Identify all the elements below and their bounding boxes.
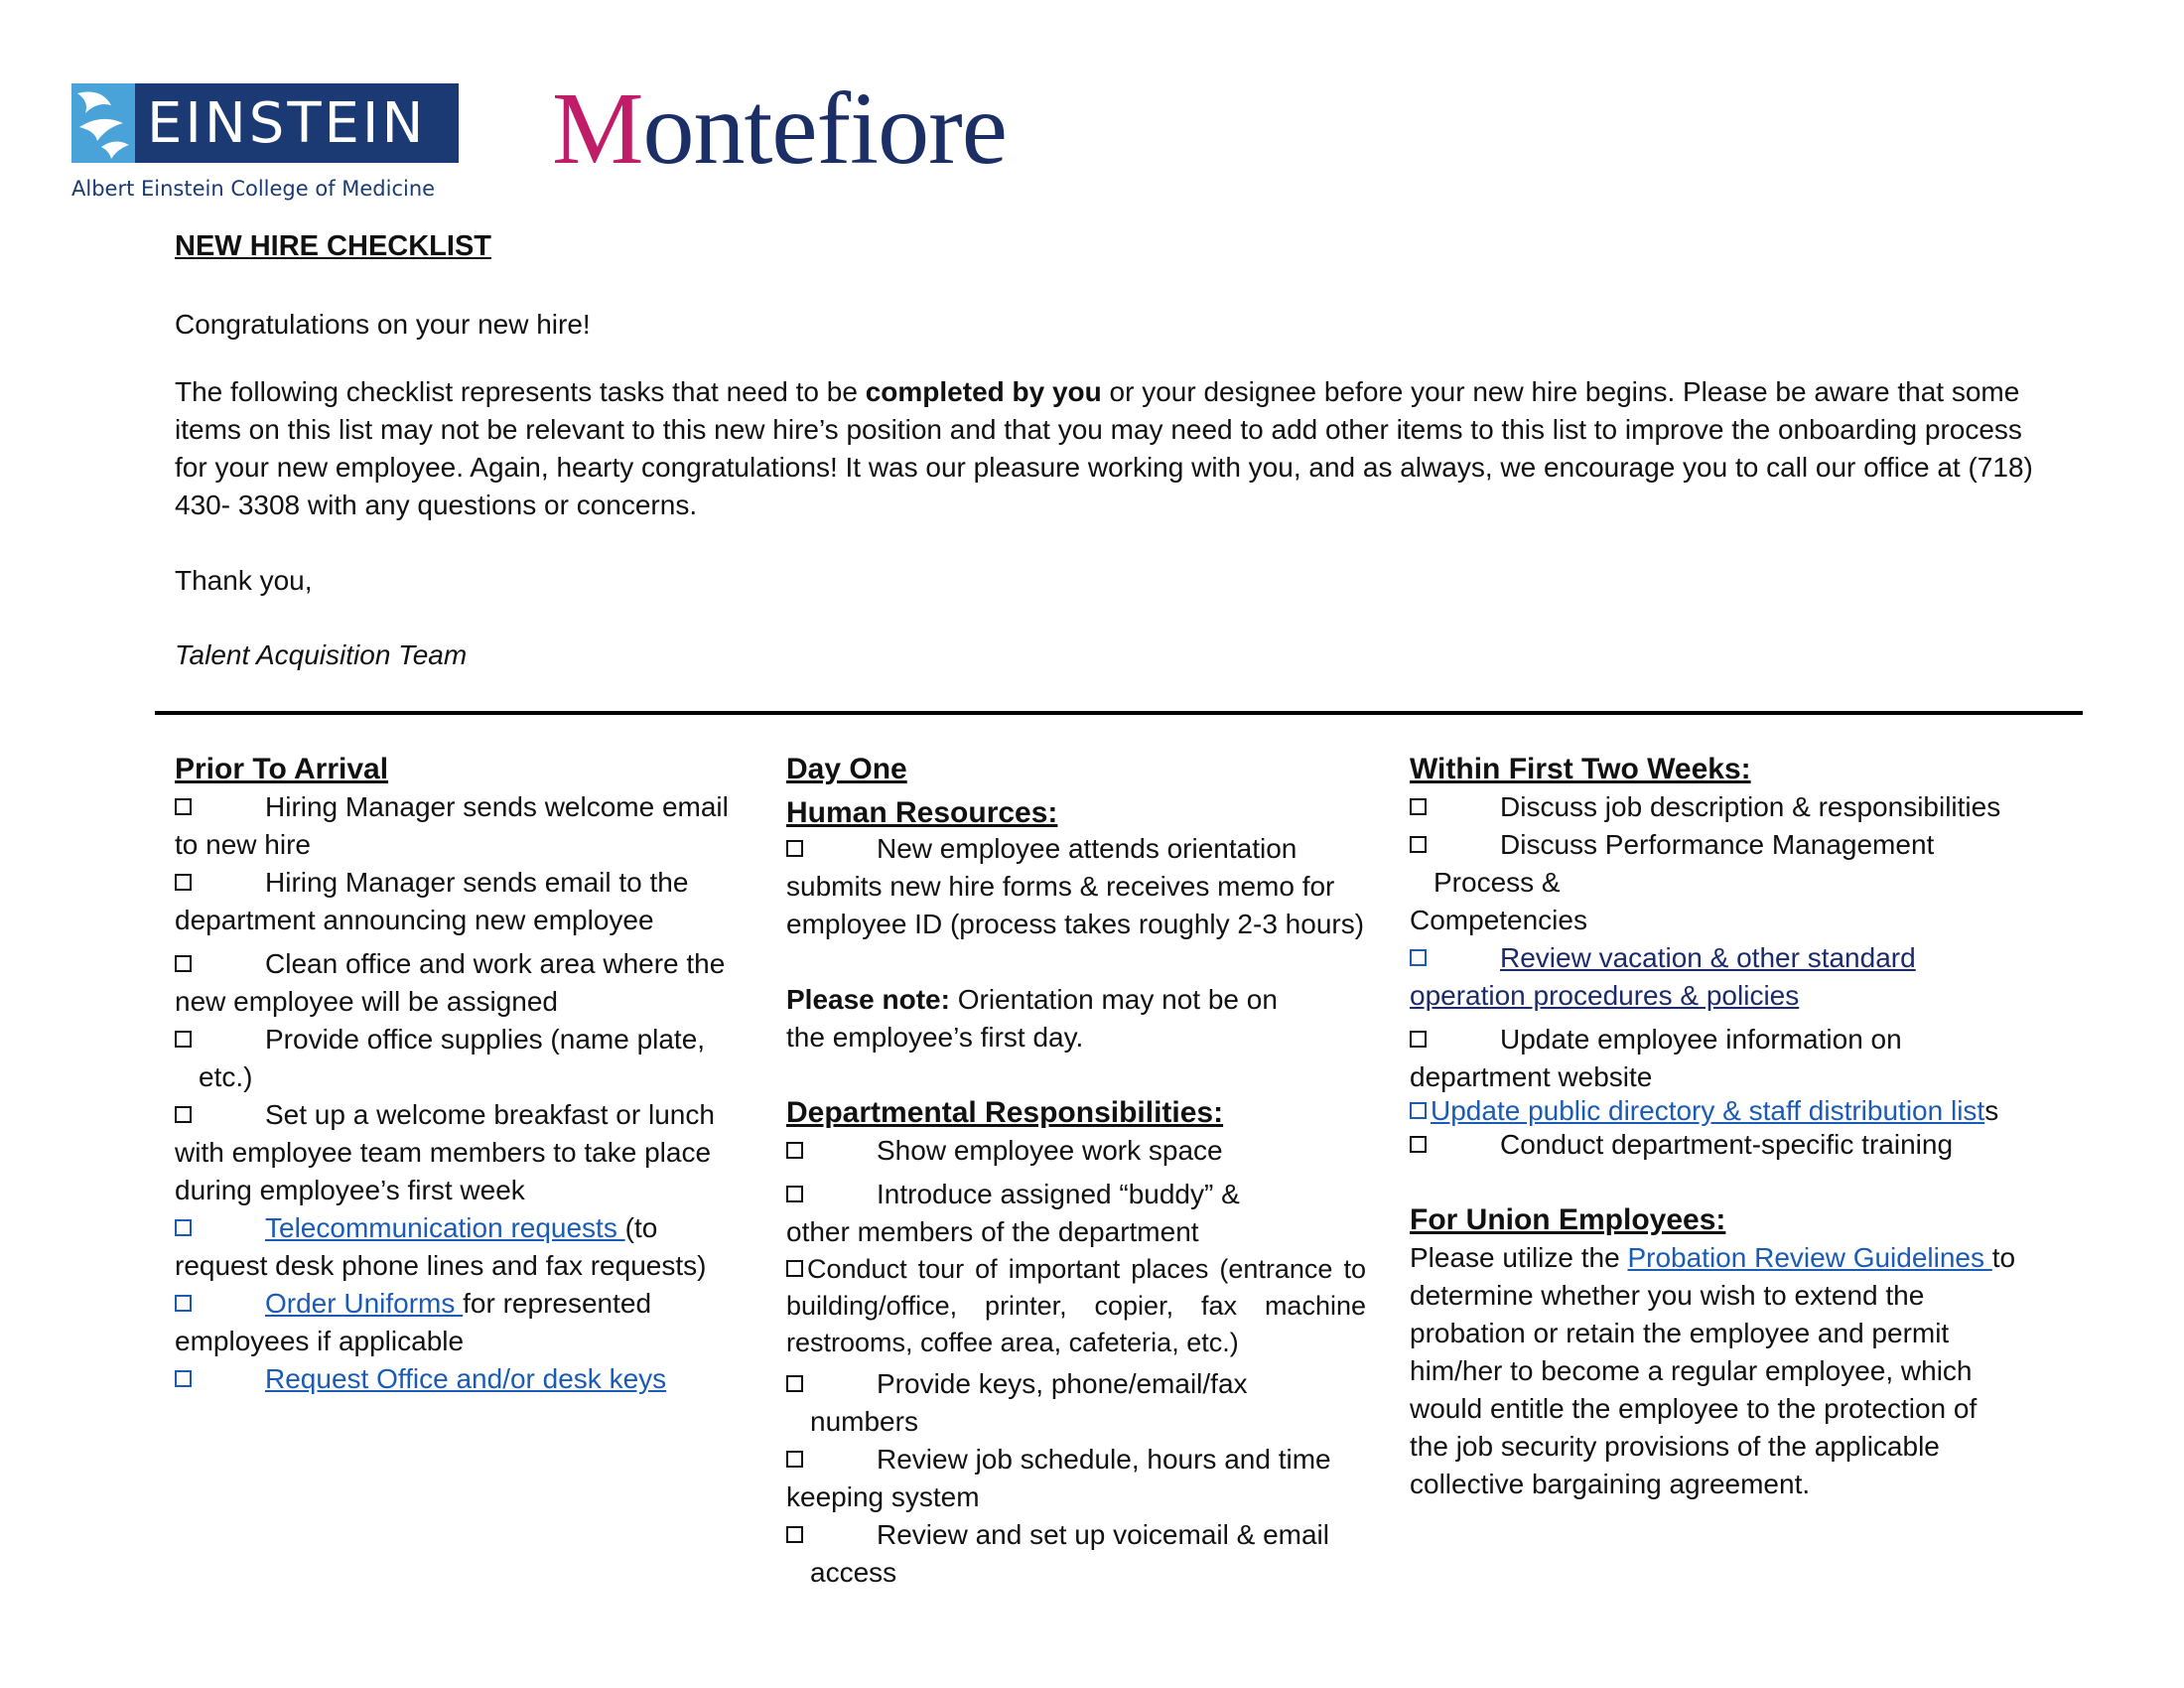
dept-item-2: Introduce assigned “buddy” & other members of the department xyxy=(786,1179,1240,1247)
checkbox[interactable] xyxy=(1410,949,1427,966)
week-item-2: Discuss Performance Management xyxy=(1410,826,2030,864)
einstein-wordmark: EINSTEIN xyxy=(147,91,427,156)
checkbox[interactable] xyxy=(1410,1031,1427,1048)
einstein-logo xyxy=(71,83,465,203)
divider xyxy=(155,711,2083,715)
intro-paragraph xyxy=(175,373,2061,524)
checkbox[interactable] xyxy=(175,1219,192,1236)
checkbox[interactable] xyxy=(175,1106,192,1123)
dept-item-4-cont: numbers xyxy=(810,1406,918,1437)
einstein-logo-box xyxy=(71,83,459,163)
two-weeks-column xyxy=(1410,751,2030,1503)
day-one-column xyxy=(786,751,1366,1592)
review-vacation-link[interactable]: Review vacation & other standard operation procedures & policies xyxy=(1410,942,1916,1011)
signature: Talent Acquisition Team xyxy=(175,639,468,670)
update-directory-link[interactable]: Update public directory & staff distribution list xyxy=(1431,1095,1985,1126)
prior-item-3: Clean office and work area where the new employee will be assigned xyxy=(175,948,726,1017)
order-uniforms-link[interactable]: Order Uniforms xyxy=(265,1288,464,1319)
dept-item-5: Review job schedule, hours and time keeping system xyxy=(786,1444,1331,1512)
prior-item-5: Set up a welcome breakfast or lunch with employee team members to take place during employee’s first week xyxy=(175,1099,715,1205)
dept-item-3: Conduct tour of important places (entrance to building/office, printer, copier, fax machine restrooms, coffee area, cafeteria, etc.) xyxy=(786,1254,1366,1357)
prior-item-4-cont: etc.) xyxy=(199,1061,253,1092)
hands-icon xyxy=(71,83,135,163)
checkbox[interactable] xyxy=(786,1142,803,1159)
prior-item-8 xyxy=(175,1360,751,1398)
hr-heading: Human Resources: xyxy=(786,796,1058,829)
checkbox[interactable] xyxy=(175,1295,192,1312)
probation-guidelines-link[interactable]: Probation Review Guidelines xyxy=(1627,1242,1992,1273)
union-heading: For Union Employees: xyxy=(1410,1203,1726,1236)
montefiore-wordmark: ontefiore xyxy=(642,71,1007,186)
checkbox[interactable] xyxy=(1410,1136,1427,1153)
montefiore-initial: M xyxy=(552,71,643,186)
checkbox[interactable] xyxy=(786,1260,803,1277)
dept-item-4: Provide keys, phone/email/fax xyxy=(786,1365,1366,1403)
hr-item: New employee attends orientation submits new hire forms & receives memo for employee ID (process takes roughly 2-3 hours) xyxy=(786,833,1365,939)
week-item-1: Discuss job description & responsibilities xyxy=(1410,788,2030,826)
congrats-text: Congratulations on your new hire! xyxy=(175,309,591,340)
thanks-text: Thank you, xyxy=(175,565,313,596)
intro-part2: or your designee before your new hire begins. Please be aware that some items on this list may not be relevant to this new hire’s position and that you may need to add other items to this list to improve the onboarding process for your new employee. Again, hearty congratulations! It was our pleasure working with you, and as always, we encourage you to call our office at (718) 430- 3308 with any questions or concerns. xyxy=(175,376,2033,520)
week-item-2-cont2: Competencies xyxy=(1410,905,1587,935)
two-weeks-heading: Within First Two Weeks: xyxy=(1410,753,1751,785)
checkbox[interactable] xyxy=(1410,1102,1427,1119)
note-label: Please note: xyxy=(786,984,950,1015)
week-item-5: Update public directory & staff distribution lists xyxy=(1410,1096,2030,1126)
checkbox[interactable] xyxy=(786,1451,803,1468)
request-keys-link[interactable]: Request Office and/or desk keys xyxy=(265,1363,667,1394)
day-one-heading: Day One xyxy=(786,753,907,785)
page-title: NEW HIRE CHECKLIST xyxy=(175,230,491,262)
prior-item-6: Telecommunication requests (to request desk phone lines and fax requests) xyxy=(175,1212,707,1281)
dept-item-1: Show employee work space xyxy=(786,1132,1366,1170)
week-item-3 xyxy=(1410,939,1966,1015)
checkbox[interactable] xyxy=(175,1031,192,1048)
prior-item-4: Provide office supplies (name plate, xyxy=(175,1021,751,1058)
dept-heading: Departmental Responsibilities: xyxy=(786,1096,1224,1129)
note: Please note: Orientation may not be on the employee’s first day. xyxy=(786,984,1278,1053)
prior-item-1: Hiring Manager sends welcome email to new hire xyxy=(175,791,729,860)
checkbox[interactable] xyxy=(786,1375,803,1392)
checkbox[interactable] xyxy=(1410,798,1427,815)
montefiore-logo xyxy=(552,70,1007,188)
intro-bold: completed by you xyxy=(865,376,1102,407)
prior-item-7: Order Uniforms for represented employees if applicable xyxy=(175,1288,652,1356)
checkbox[interactable] xyxy=(175,1370,192,1387)
prior-to-arrival-column xyxy=(175,751,751,1398)
checkbox[interactable] xyxy=(1410,836,1427,853)
dept-item-6-cont: access xyxy=(810,1557,897,1588)
checkbox[interactable] xyxy=(175,798,192,815)
checkbox[interactable] xyxy=(786,1526,803,1543)
union-paragraph: Please utilize the Probation Review Guidelines to determine whether you wish to extend the probation or retain the employee and permit him/her to become a regular employee, which would entitle the employee to the protection of the job security provisions of the applicable collective bargaining agreement. xyxy=(1410,1242,2016,1499)
week-item-6: Conduct department-specific training xyxy=(1410,1126,2030,1164)
checkbox[interactable] xyxy=(786,1186,803,1202)
checkbox[interactable] xyxy=(175,874,192,891)
prior-item-2: Hiring Manager sends email to the department announcing new employee xyxy=(175,867,689,935)
einstein-subtitle: Albert Einstein College of Medicine xyxy=(71,177,436,201)
checkbox[interactable] xyxy=(786,840,803,857)
checkbox[interactable] xyxy=(175,955,192,972)
week-item-2-cont: Process & xyxy=(1433,867,1561,898)
intro-part1: The following checklist represents tasks that need to be xyxy=(175,376,866,407)
telecom-requests-link[interactable]: Telecommunication requests xyxy=(265,1212,625,1243)
prior-heading: Prior To Arrival xyxy=(175,753,389,785)
week-item-4: Update employee information on department website xyxy=(1410,1024,1902,1092)
dept-item-6: Review and set up voicemail & email xyxy=(786,1516,1366,1554)
